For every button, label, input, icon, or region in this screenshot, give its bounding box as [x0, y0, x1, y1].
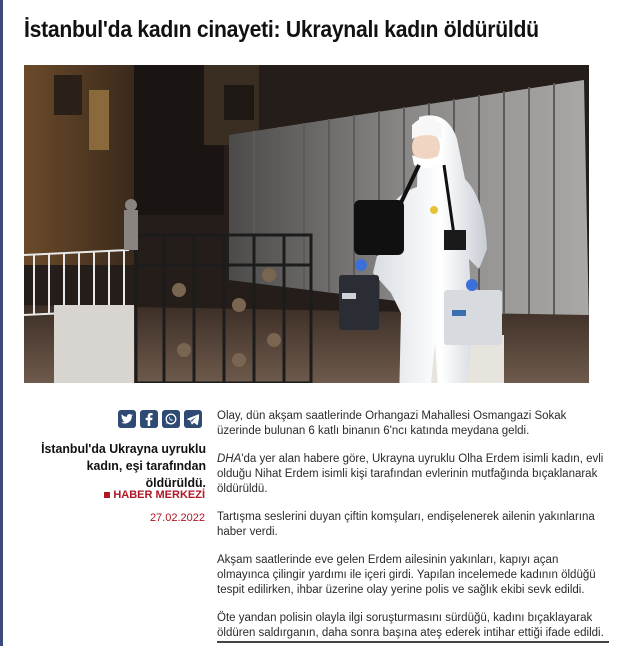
paragraph-5: Öte yandan polisin olayla ilgi soruşturmasını sürdüğü, kadını bıçaklayarak öldüren saldırganın, daha sonra başına ateş ederek intihar ettiği ifade edildi.: [217, 612, 604, 639]
author-byline[interactable]: [104, 489, 205, 501]
facebook-icon[interactable]: [140, 410, 158, 428]
author-name: HABER MERKEZİ: [113, 489, 205, 501]
paragraph-4: Akşam saatlerinde eve gelen Erdem ailesinin yakınları, kapıyı açan olmayınca çilingir yardımı ile içeri girdi. Yapılan incelemede kadının öldüğü tespit edilirken, ihbar üzerine olay yerine polis ve sağlık ekibi sevk edildi.: [217, 554, 596, 596]
article-summary: İstanbul'da Ukrayna uyruklu kadın, eşi tarafından öldürüldü.: [41, 441, 207, 490]
paragraph-2: [217, 452, 609, 497]
paragraph-1: Olay, dün akşam saatlerinde Orhangazi Mahallesi Osmangazi Sokak üzerinde bulunan 6 katlı binanın 6'ncı katında meydana geldi.: [217, 410, 567, 437]
twitter-icon[interactable]: [118, 410, 136, 428]
paragraph-2-text: 'da yer alan habere göre, Ukrayna uyruklu Olha Erdem isimli kadın, evli olduğu Nihat Erdem isimli kişi tarafından evlerinin mutfağında bıçaklanarak öldürüldü.: [217, 453, 604, 495]
bottom-divider: [217, 641, 609, 643]
whatsapp-icon[interactable]: [162, 410, 180, 428]
publish-date: 27.02.2022: [149, 512, 205, 524]
left-accent-bar: [0, 0, 3, 646]
author-marker-icon: [104, 492, 110, 498]
paragraph-3: Tartışma seslerini duyan çiftin komşuları, endişelenerek ailenin yakınlarına haber verdi.: [217, 511, 595, 538]
source-agency: DHA: [217, 453, 242, 465]
telegram-icon[interactable]: [184, 410, 202, 428]
hero-image[interactable]: [24, 65, 589, 383]
share-bar: [118, 410, 202, 428]
article-headline: İstanbul'da kadın cinayeti: Ukraynalı kadın öldürüldü: [24, 16, 539, 42]
article-body: [217, 409, 609, 646]
forensic-officer-photo: [24, 65, 589, 383]
